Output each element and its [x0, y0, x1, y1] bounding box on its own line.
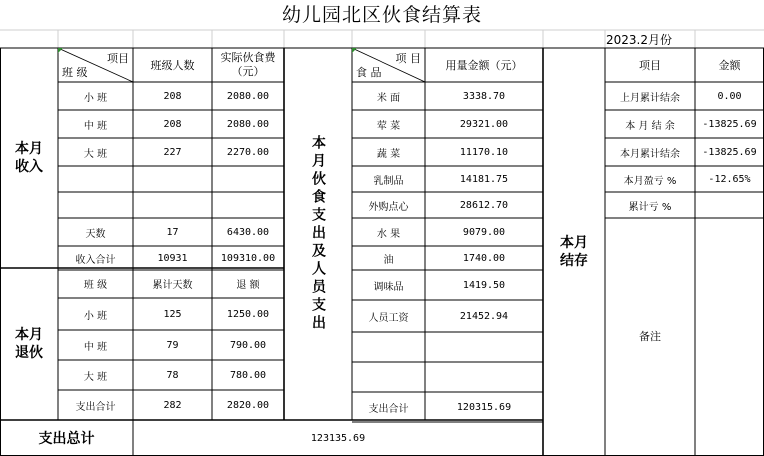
refund-header-amount: 退 额	[236, 279, 260, 291]
expense-row-amount: 21452.94	[459, 310, 509, 322]
expense-header-food: 食 品	[356, 66, 382, 79]
balance-row-label: 上月累计结余	[620, 92, 680, 104]
refund-section-label: 本月 退伙	[15, 327, 43, 361]
refund-row-amount: 790.00	[229, 339, 267, 351]
total-value: 123135.69	[310, 432, 366, 444]
cell-marker-icon	[352, 48, 357, 53]
refund-row-label: 支出合计	[75, 401, 116, 413]
balance-remark: 备注	[639, 330, 661, 343]
income-row-count: 227	[163, 146, 182, 158]
income-row-amount: 109310.00	[220, 252, 276, 264]
page-title: 幼儿园北区伙食结算表	[281, 4, 482, 26]
balance-row-label: 本月累计结余	[620, 148, 680, 160]
expense-header-amount: 用量金额（元）	[445, 59, 523, 72]
expense-row-amount: 120315.69	[456, 401, 512, 413]
income-row-amount: 2080.00	[226, 90, 270, 102]
balance-row-amount: -13825.69	[702, 118, 757, 130]
income-row-count	[133, 192, 212, 218]
expense-row-amount	[425, 362, 543, 392]
expense-row-label: 人员工资	[368, 312, 409, 324]
balance-row-amount	[695, 192, 764, 218]
expense-row-amount: 1740.00	[462, 252, 506, 264]
income-section-label: 本月 收入	[15, 141, 43, 175]
balance-row-amount: -12.65%	[708, 173, 751, 185]
refund-row-amount: 2820.00	[226, 399, 270, 411]
income-row-amount: 2080.00	[226, 118, 270, 130]
income-row-count: 10931	[157, 252, 188, 264]
expense-row-amount: 28612.70	[459, 199, 509, 211]
refund-row-label: 小 班	[83, 310, 108, 322]
expense-row-amount	[425, 332, 543, 362]
refund-row-amount: 780.00	[229, 369, 267, 381]
income-row-amount: 2270.00	[226, 146, 270, 158]
income-header-diagonal-cell	[58, 48, 133, 82]
income-row-amount: 6430.00	[226, 226, 270, 238]
expense-row-amount: 3338.70	[462, 90, 506, 102]
income-row-label: 大 班	[83, 148, 108, 160]
refund-row-label: 中 班	[83, 341, 108, 353]
refund-row-amount: 1250.00	[226, 308, 270, 320]
expense-header-diagonal-cell	[352, 48, 425, 82]
income-row-count: 208	[163, 90, 182, 102]
income-header-cost: 实际伙食费 （元）	[220, 51, 276, 78]
expense-row-label: 米 面	[376, 92, 401, 104]
expense-row-label: 调味品	[373, 281, 404, 293]
expense-row-amount: 9079.00	[462, 226, 506, 238]
balance-header-item: 项目	[639, 59, 661, 72]
income-header-count: 班级人数	[150, 59, 195, 72]
date-label: 2023.2月份	[606, 32, 672, 47]
income-row-label: 中 班	[83, 120, 108, 132]
refund-header-class: 班 级	[83, 279, 108, 291]
income-row-amount	[212, 166, 284, 192]
income-row-label	[58, 166, 133, 192]
expense-row-amount: 11170.10	[459, 146, 509, 158]
refund-header-days: 累计天数	[152, 279, 193, 291]
refund-row-days: 125	[163, 308, 182, 320]
expense-row-label: 乳制品	[373, 175, 404, 187]
expense-row-amount: 1419.50	[462, 279, 506, 291]
income-row-label: 收入合计	[75, 254, 116, 266]
balance-row-label: 本月盈亏 %	[623, 175, 677, 187]
income-row-amount	[212, 192, 284, 218]
expense-row-label: 支出合计	[368, 403, 409, 415]
expense-row-label: 外购点心	[368, 201, 409, 213]
expense-row-label: 蔬 菜	[376, 148, 401, 160]
balance-header-amount: 金额	[718, 59, 741, 72]
balance-row-label: 累计亏 %	[628, 201, 672, 213]
balance-row-amount: -13825.69	[702, 146, 757, 158]
income-row-count: 17	[166, 226, 179, 238]
expense-row-label	[352, 332, 425, 362]
income-row-label: 小 班	[83, 92, 108, 104]
balance-row-label: 本 月 结 余	[625, 120, 675, 132]
refund-row-days: 282	[163, 399, 182, 411]
income-row-label: 天数	[85, 228, 106, 240]
expense-row-label: 油	[383, 254, 394, 266]
refund-row-label: 大 班	[83, 371, 108, 383]
income-row-label	[58, 192, 133, 218]
expense-header-item: 项 目	[395, 52, 421, 65]
income-header-item: 项目	[107, 52, 129, 65]
expense-section-label: 本月伙食支出及人员支出	[310, 135, 326, 333]
expense-row-label: 水 果	[376, 228, 401, 240]
income-row-count: 208	[163, 118, 182, 130]
refund-row-days: 79	[166, 339, 179, 351]
expense-row-amount: 29321.00	[459, 118, 509, 130]
balance-section-label: 本月 结存	[560, 235, 588, 269]
balance-row-amount: 0.00	[717, 90, 742, 102]
expense-row-label: 荤 菜	[376, 120, 401, 132]
income-row-count	[133, 166, 212, 192]
expense-row-amount: 14181.75	[459, 173, 509, 185]
cell-marker-icon	[58, 48, 63, 53]
total-label: 支出总计	[38, 431, 95, 447]
expense-row-label	[352, 362, 425, 392]
income-header-class: 班 级	[62, 66, 88, 79]
refund-row-days: 78	[166, 369, 179, 381]
